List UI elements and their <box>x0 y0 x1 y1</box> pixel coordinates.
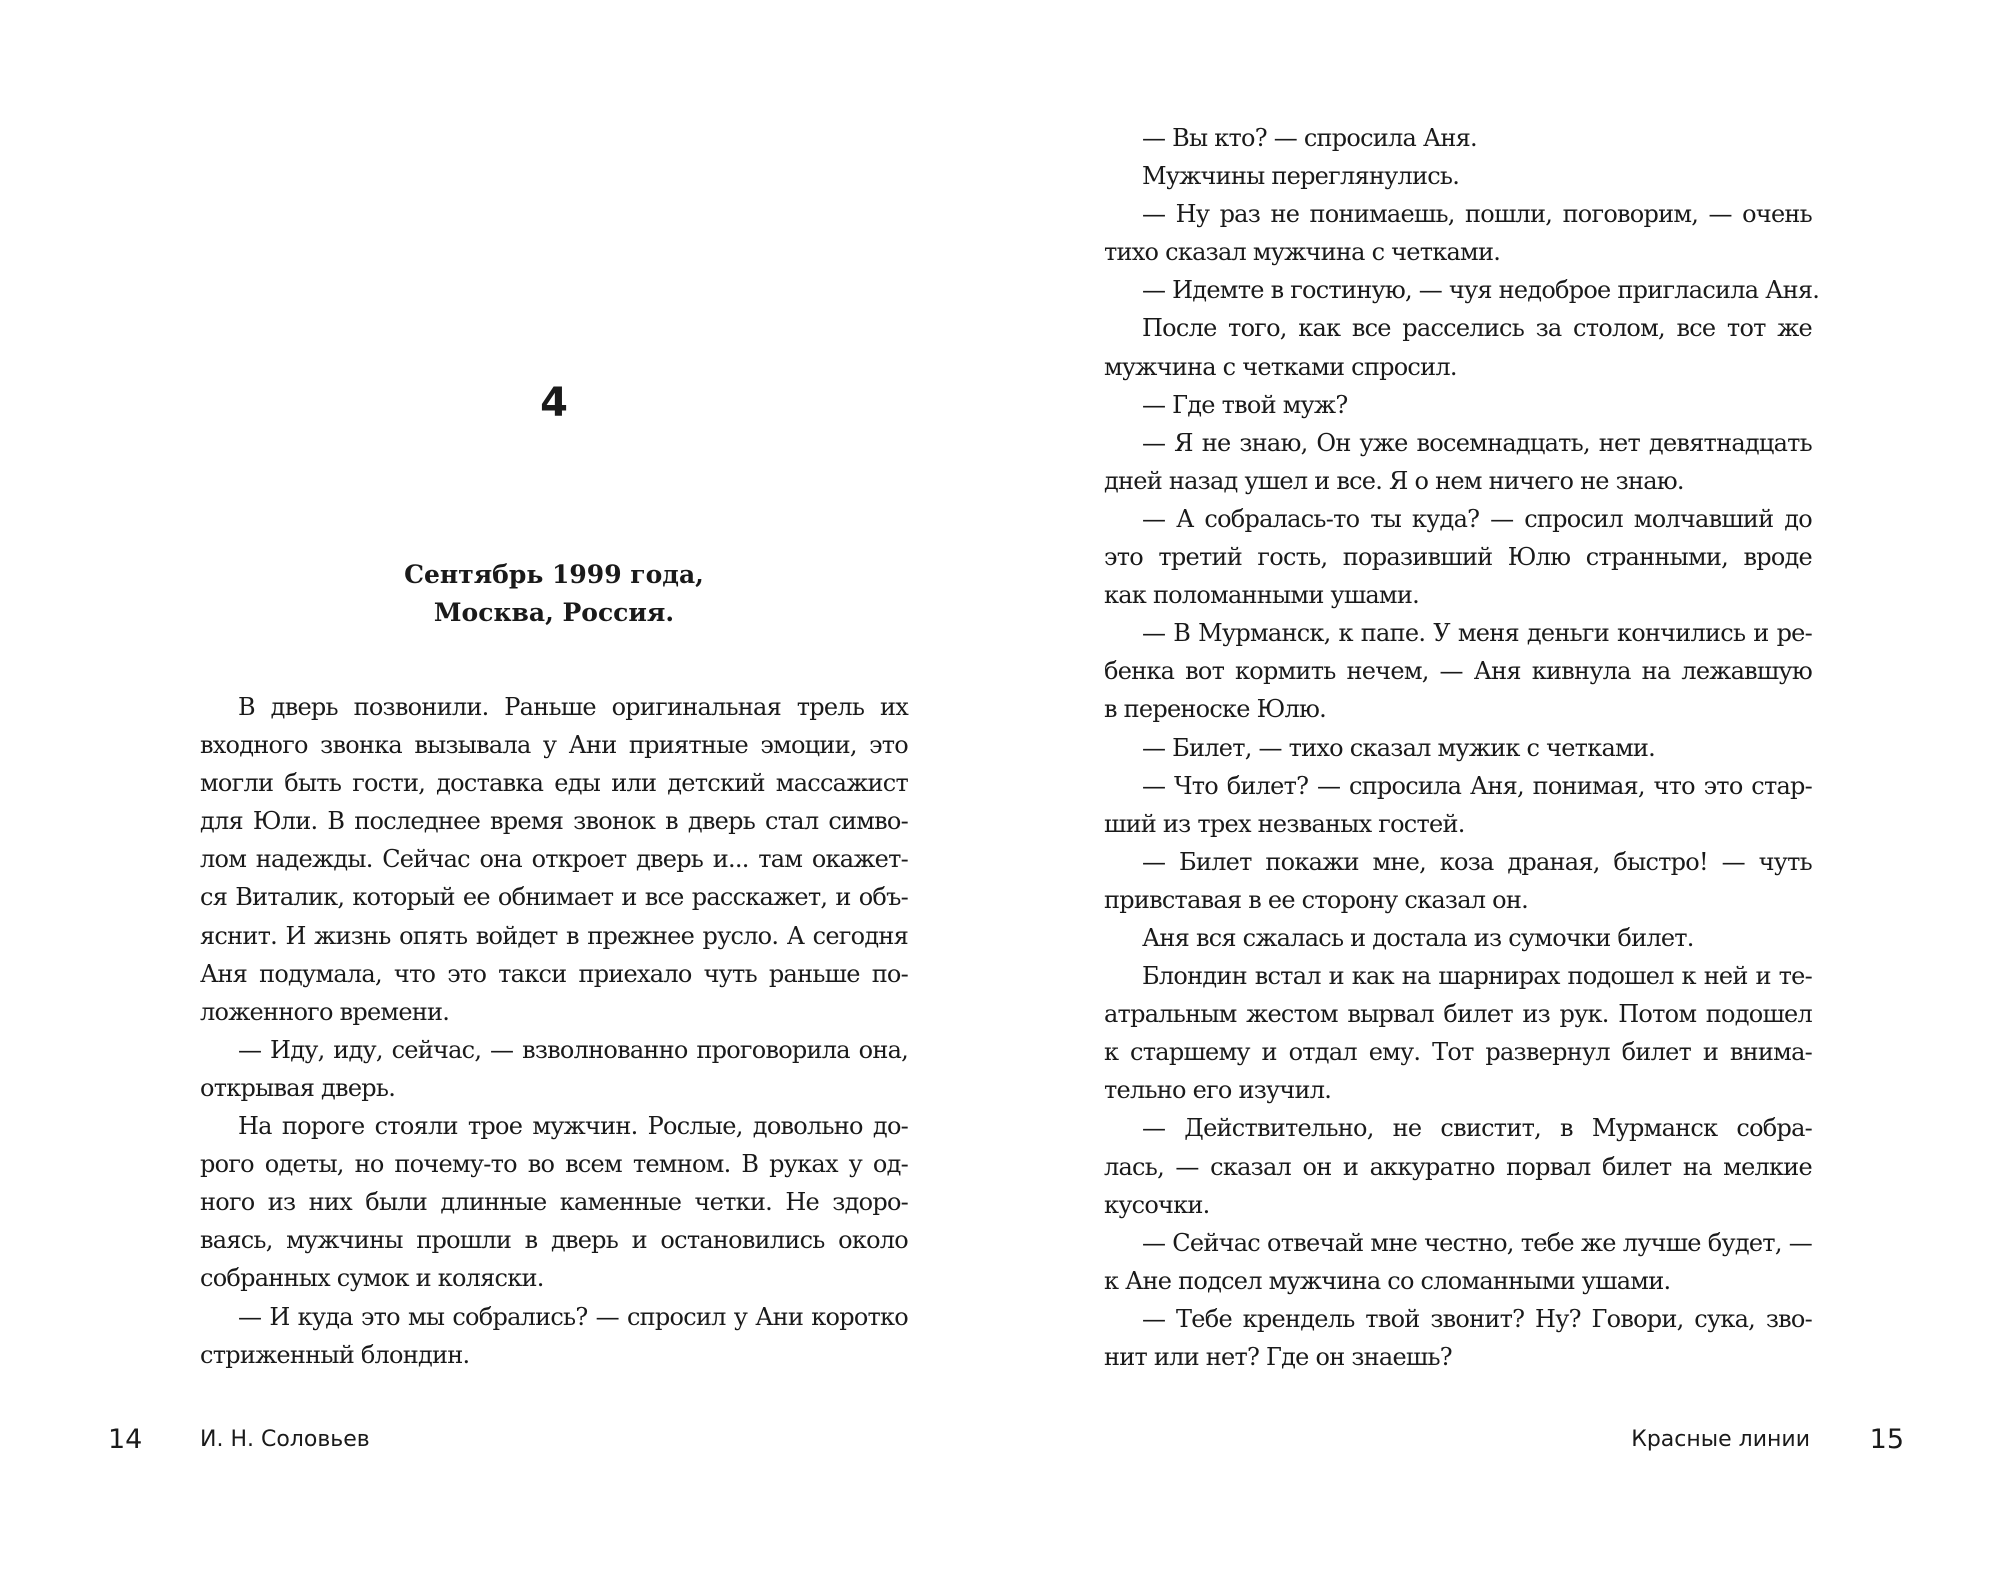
text-line: это третий гость, поразивший Юлю странными, вроде <box>1104 543 1812 572</box>
text-line: к Ане подсел мужчина со сломанными ушами. <box>1104 1266 1671 1295</box>
text-line: — Идемте в гостиную, — чуя недоброе пригласила Аня. <box>1142 276 1820 305</box>
text-line: ваясь, мужчины прошли в дверь и остановились около <box>200 1226 908 1255</box>
text-line: кусочки. <box>1104 1190 1210 1219</box>
text-line: ший из трех незваных гостей. <box>1104 809 1465 838</box>
text-line: тельно его изучил. <box>1104 1076 1332 1105</box>
text-line: — Сейчас отвечай мне честно, тебе же лучше будет, — <box>1142 1228 1812 1257</box>
chapter-heading <box>200 556 908 632</box>
text-line: — Вы кто? — спросила Аня. <box>1142 124 1477 152</box>
text-line: ного из них были длинные каменные четки. Не здоро- <box>200 1188 908 1217</box>
right-page <box>1000 0 2000 1569</box>
text-line: — Что билет? — спросила Аня, понимая, что это стар- <box>1142 771 1812 800</box>
text-line: стриженный блондин. <box>200 1340 470 1369</box>
text-line: — Где твой муж? <box>1142 390 1348 419</box>
text-line: входного звонка вызывала у Ани приятные эмоции, это <box>200 731 908 760</box>
text-line: ся Виталик, который ее обнимает и все расскажет, и объ- <box>200 883 908 912</box>
text-line: тихо сказал мужчина с четками. <box>1104 238 1501 267</box>
text-line: Блондин встал и как на шарнирах подошел к ней и те- <box>1142 962 1812 991</box>
chapter-number: 4 <box>540 380 568 426</box>
text-line: — Иду, иду, сейчас, — взволнованно проговорила она, <box>238 1035 908 1064</box>
text-line: — И куда это мы собрались? — спросил у Ани коротко <box>238 1302 908 1331</box>
text-line: ложенного времени. <box>200 997 450 1026</box>
text-line: — В Мурманск, к папе. У меня деньги кончились и ре- <box>1142 619 1812 648</box>
text-line: дней назад ушел и все. Я о нем ничего не знаю. <box>1104 466 1684 495</box>
left-page-number: 14 <box>108 1424 143 1455</box>
text-line: лась, — сказал он и аккуратно порвал билет на мелкие <box>1104 1152 1812 1181</box>
text-line: лом надежды. Сейчас она откроет дверь и... там окажет- <box>200 845 908 874</box>
text-line: яснит. И жизнь опять войдет в прежнее русло. А сегодня <box>200 921 908 950</box>
text-line: к старшему и отдал ему. Тот развернул билет и внима- <box>1104 1038 1812 1067</box>
text-line: Аня вся сжалась и достала из сумочки билет. <box>1142 923 1694 952</box>
text-line: нит или нет? Где он знаешь? <box>1104 1343 1452 1371</box>
text-line: — А собралась-то ты куда? — спросил молчавший до <box>1142 504 1812 533</box>
right-body-text <box>1104 119 1820 1376</box>
text-line: мужчина с четками спросил. <box>1104 352 1457 381</box>
text-line: как поломанными ушами. <box>1104 581 1419 610</box>
text-line: — Билет, — тихо сказал мужик с четками. <box>1142 733 1656 762</box>
left-running-head: И. Н. Соловьев <box>200 1427 370 1452</box>
text-line: Аня подумала, что это такси приехало чуть раньше по- <box>200 959 908 988</box>
text-line: могли быть гости, доставка еды или детский массажист <box>200 769 908 798</box>
text-line: В дверь позвонили. Раньше оригинальная трель их <box>238 693 908 721</box>
text-line: — Тебе крендель твой звонит? Ну? Говори, сука, зво- <box>1142 1304 1812 1333</box>
text-line: рого одеты, но почему-то во всем темном. В руках у од- <box>200 1150 908 1179</box>
text-line: — Ну раз не понимаешь, пошли, поговорим, — очень <box>1142 200 1812 229</box>
text-line: в переноске Юлю. <box>1104 695 1327 724</box>
left-body-text <box>200 688 908 1374</box>
right-running-head: Красные линии <box>1631 1427 1810 1452</box>
text-line: собранных сумок и коляски. <box>200 1264 544 1293</box>
text-line: На пороге стояли трое мужчин. Рослые, довольно до- <box>238 1112 908 1141</box>
text-line: — Я не знаю, Он уже восемнадцать, нет девятнадцать <box>1142 428 1812 457</box>
chapter-heading-line: Москва, Россия. <box>433 598 675 627</box>
text-line: После того, как все расселись за столом, все тот же <box>1142 314 1812 343</box>
text-line: Мужчины переглянулись. <box>1142 162 1460 191</box>
text-line: открывая дверь. <box>200 1073 396 1102</box>
chapter-heading-line: Сентябрь 1999 года, <box>404 560 704 589</box>
text-line: для Юли. В последнее время звонок в дверь стал симво- <box>200 807 908 836</box>
text-line: привставая в ее сторону сказал он. <box>1104 885 1528 914</box>
text-line: — Билет покажи мне, коза драная, быстро! — чуть <box>1142 847 1812 876</box>
text-line: бенка вот кормить нечем, — Аня кивнула на лежавшую <box>1104 657 1812 686</box>
text-line: атральным жестом вырвал билет из рук. Потом подошел <box>1104 1000 1812 1029</box>
right-page-number: 15 <box>1869 1424 1904 1455</box>
text-line: — Действительно, не свистит, в Мурманск собра- <box>1142 1114 1812 1143</box>
